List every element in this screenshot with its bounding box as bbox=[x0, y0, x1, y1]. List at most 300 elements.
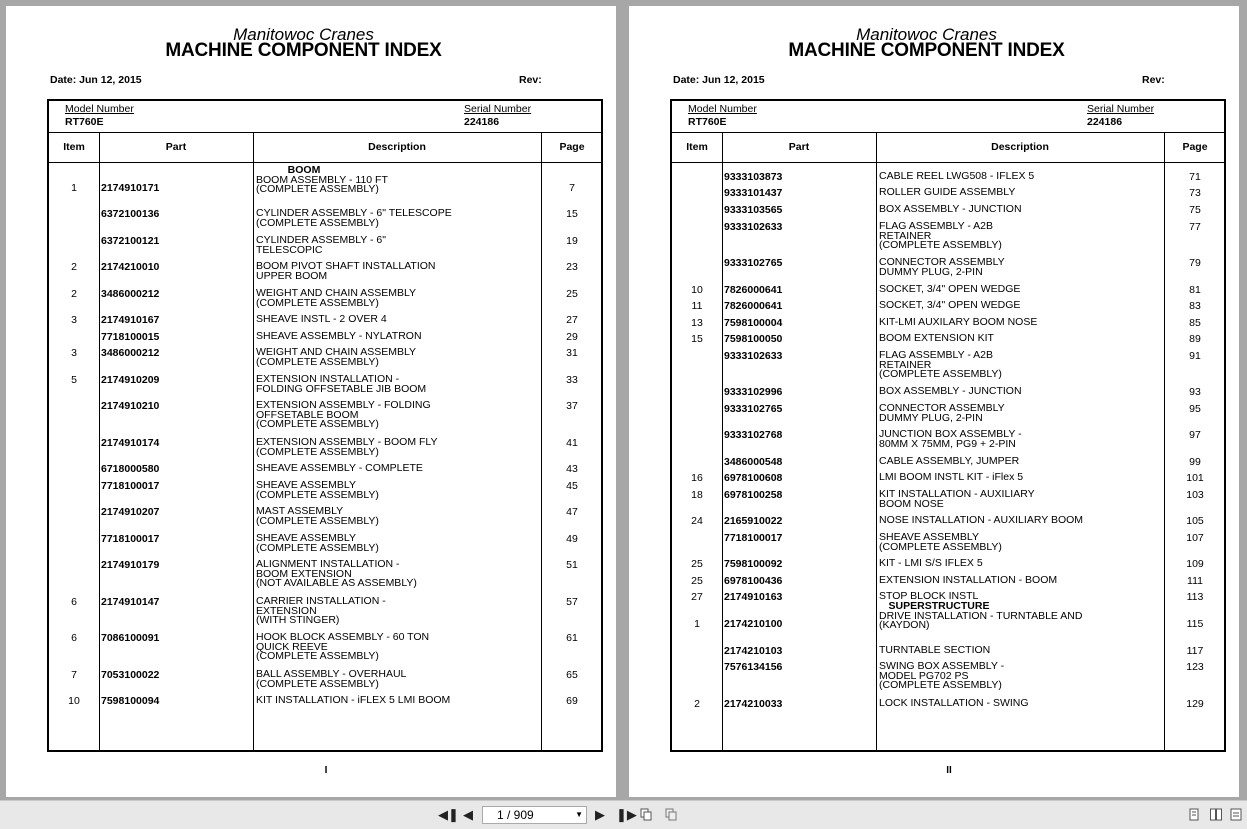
description-line: SHEAVE INSTL - 2 OVER 4 bbox=[256, 313, 387, 325]
part-description bbox=[256, 166, 536, 195]
serial-number-label: Serial Number bbox=[1087, 103, 1155, 115]
copy-icon[interactable] bbox=[640, 808, 652, 821]
part-number: 7826000641 bbox=[724, 300, 783, 312]
page-indicator: 1 / 909 bbox=[497, 808, 534, 822]
item-number: 13 bbox=[691, 317, 703, 329]
part-number: 7086100091 bbox=[101, 632, 160, 644]
pages-icon[interactable] bbox=[665, 808, 677, 821]
page-reference[interactable]: 95 bbox=[1189, 403, 1201, 415]
serial-number-value: 224186 bbox=[464, 116, 500, 128]
item-number: 2 bbox=[71, 288, 77, 300]
part-number: 9333102996 bbox=[724, 386, 783, 398]
page-right bbox=[629, 6, 1239, 797]
model-number-value: RT760E bbox=[65, 116, 104, 128]
description-line: (COMPLETE ASSEMBLY) bbox=[256, 183, 379, 195]
table-row bbox=[672, 456, 1224, 470]
document-view-icon[interactable] bbox=[1230, 808, 1242, 821]
part-number: 2165910022 bbox=[724, 515, 783, 527]
index-table bbox=[47, 99, 603, 752]
part-description bbox=[256, 633, 536, 662]
column-header-item: Item bbox=[686, 141, 708, 153]
part-description bbox=[879, 258, 1159, 277]
description-line: SHEAVE ASSEMBLY bbox=[256, 532, 356, 544]
description-line: NOSE INSTALLATION - AUXILIARY BOOM bbox=[879, 514, 1084, 526]
part-description bbox=[879, 457, 1159, 467]
part-number: 9333103565 bbox=[724, 204, 783, 216]
description-line: RETAINER bbox=[879, 229, 932, 242]
page-reference[interactable]: 37 bbox=[566, 400, 578, 412]
table-row bbox=[49, 399, 601, 430]
part-description bbox=[879, 490, 1159, 509]
page-reference[interactable]: 69 bbox=[566, 695, 578, 707]
table-rows bbox=[49, 101, 601, 750]
page-reference[interactable]: 109 bbox=[1186, 558, 1204, 570]
rev-label: Rev: bbox=[519, 74, 542, 86]
description-line: (COMPLETE ASSEMBLY) bbox=[256, 541, 379, 554]
item-number: 7 bbox=[71, 669, 77, 681]
table-row bbox=[672, 300, 1224, 314]
table-rows bbox=[672, 101, 1224, 750]
item-number: 3 bbox=[71, 347, 77, 359]
item-number: 27 bbox=[691, 591, 703, 603]
description-line: CONNECTOR ASSEMBLY bbox=[879, 402, 1005, 414]
description-line: KIT-LMI AUXILARY BOOM NOSE bbox=[879, 316, 1038, 328]
table-row bbox=[49, 207, 601, 229]
part-number: 2174910147 bbox=[101, 596, 160, 608]
description-line: CYLINDER ASSEMBLY - 6" bbox=[256, 234, 386, 246]
page-reference[interactable]: 29 bbox=[566, 331, 578, 343]
page-footer-number: I bbox=[324, 765, 328, 776]
table-row bbox=[672, 472, 1224, 486]
part-description bbox=[879, 533, 1159, 552]
table-row bbox=[49, 346, 601, 368]
index-table bbox=[670, 99, 1226, 752]
description-line: RETAINER bbox=[879, 358, 932, 371]
part-number: 7598100094 bbox=[101, 695, 160, 707]
document-title: MACHINE COMPONENT INDEX bbox=[788, 40, 1065, 61]
part-number: 2174910171 bbox=[101, 182, 160, 194]
page-reference[interactable]: 83 bbox=[1189, 300, 1201, 312]
description-line: (COMPLETE ASSEMBLY) bbox=[256, 514, 379, 527]
part-description bbox=[256, 375, 536, 394]
description-line: (NOT AVAILABLE AS ASSEMBLY) bbox=[256, 577, 417, 589]
item-number: 25 bbox=[691, 575, 703, 587]
part-number: 9333102633 bbox=[724, 221, 783, 233]
part-number: 9333101437 bbox=[724, 187, 783, 199]
table-row bbox=[49, 631, 601, 662]
item-number: 6 bbox=[71, 596, 77, 608]
page-reference[interactable]: 81 bbox=[1189, 284, 1201, 296]
part-number: 6372100136 bbox=[101, 208, 160, 220]
description-line: (COMPLETE ASSEMBLY) bbox=[879, 679, 1002, 691]
table-row bbox=[49, 260, 601, 282]
page-reference[interactable]: 123 bbox=[1186, 661, 1204, 673]
page-reference[interactable]: 41 bbox=[566, 437, 578, 449]
page-reference[interactable]: 19 bbox=[566, 235, 578, 247]
part-number: 2174210100 bbox=[724, 618, 783, 630]
table-row bbox=[49, 314, 601, 328]
item-number: 6 bbox=[71, 632, 77, 644]
part-description bbox=[879, 334, 1159, 344]
part-number: 9333102765 bbox=[724, 403, 783, 415]
part-description bbox=[879, 301, 1159, 311]
part-number: 6978100258 bbox=[724, 489, 783, 501]
description-line: (COMPLETE ASSEMBLY) bbox=[256, 677, 379, 690]
brand-title: Manitowoc Cranes bbox=[856, 25, 997, 44]
page-reference[interactable]: 31 bbox=[566, 347, 578, 359]
part-description bbox=[256, 332, 536, 342]
page-reference[interactable]: 7 bbox=[569, 182, 575, 194]
part-number: 7718100017 bbox=[724, 532, 783, 544]
part-number: 6372100121 bbox=[101, 235, 160, 247]
page-reference[interactable]: 27 bbox=[566, 314, 578, 326]
description-line: CABLE REEL LWG508 - IFLEX 5 bbox=[879, 170, 1035, 182]
column-header-description: Description bbox=[991, 141, 1049, 153]
table-row bbox=[672, 284, 1224, 298]
date-label: Date: Jun 12, 2015 bbox=[673, 74, 765, 86]
table-row bbox=[672, 488, 1224, 510]
item-number: 18 bbox=[691, 489, 703, 501]
table-row bbox=[672, 660, 1224, 691]
table-row bbox=[49, 164, 601, 196]
part-description bbox=[879, 662, 1159, 691]
table-row bbox=[49, 436, 601, 458]
part-number: 2174210033 bbox=[724, 698, 783, 710]
chevron-down-icon: ▼ bbox=[575, 810, 583, 819]
description-line: QUICK REEVE bbox=[256, 640, 328, 653]
description-line: BOOM EXTENSION bbox=[256, 567, 352, 580]
description-line: KIT INSTALLATION - AUXILIARY bbox=[879, 488, 1035, 500]
description-line: SOCKET, 3/4" OPEN WEDGE bbox=[879, 283, 1021, 295]
table-row bbox=[672, 317, 1224, 331]
table-row bbox=[672, 575, 1224, 589]
description-line: JUNCTION BOX ASSEMBLY - bbox=[879, 428, 1022, 440]
part-description bbox=[879, 387, 1159, 397]
description-line: SOCKET, 3/4" OPEN WEDGE bbox=[879, 299, 1021, 311]
description-line: EXTENSION INSTALLATION - BOOM bbox=[879, 574, 1058, 586]
description-line: (COMPLETE ASSEMBLY) bbox=[256, 650, 379, 662]
description-line: OFFSETABLE BOOM bbox=[256, 408, 359, 421]
serial-number-value: 224186 bbox=[1087, 116, 1123, 128]
part-description bbox=[879, 285, 1159, 295]
page-reference[interactable]: 47 bbox=[566, 506, 578, 518]
rev-label: Rev: bbox=[1142, 74, 1165, 86]
item-number: 1 bbox=[694, 618, 700, 630]
part-number: 2174210103 bbox=[724, 645, 783, 657]
table-row bbox=[49, 331, 601, 345]
table-row bbox=[672, 171, 1224, 185]
item-number: 16 bbox=[691, 472, 703, 484]
description-line: UPPER BOOM bbox=[256, 269, 328, 282]
part-description bbox=[256, 262, 536, 281]
table-row bbox=[49, 558, 601, 589]
brand-title: Manitowoc Cranes bbox=[233, 25, 374, 44]
item-number: 5 bbox=[71, 374, 77, 386]
table-row bbox=[49, 287, 601, 309]
description-line: (COMPLETE ASSEMBLY) bbox=[256, 488, 379, 501]
page-reference[interactable]: 99 bbox=[1189, 456, 1201, 468]
page-reference[interactable]: 33 bbox=[566, 374, 578, 386]
table-row bbox=[49, 532, 601, 554]
page-reference[interactable]: 73 bbox=[1189, 187, 1201, 199]
table-row bbox=[672, 402, 1224, 424]
description-line: BOOM EXTENSION KIT bbox=[879, 332, 994, 344]
page-reference[interactable]: 91 bbox=[1189, 350, 1201, 362]
page-reference[interactable]: 75 bbox=[1189, 204, 1201, 216]
table-row bbox=[672, 698, 1224, 712]
description-line: BOX ASSEMBLY - JUNCTION bbox=[879, 203, 1022, 215]
item-number: 2 bbox=[71, 261, 77, 273]
part-description bbox=[256, 534, 536, 553]
part-description bbox=[256, 348, 536, 367]
column-header-description: Description bbox=[368, 141, 426, 153]
page-reference[interactable]: 93 bbox=[1189, 386, 1201, 398]
description-line: (COMPLETE ASSEMBLY) bbox=[256, 445, 379, 458]
column-header-part: Part bbox=[788, 141, 810, 153]
page-reference[interactable]: 45 bbox=[566, 480, 578, 492]
description-line: STOP BLOCK INSTL bbox=[879, 590, 979, 602]
part-description bbox=[879, 646, 1159, 656]
part-description bbox=[879, 351, 1159, 380]
table-row bbox=[49, 668, 601, 690]
page-reference[interactable]: 79 bbox=[1189, 257, 1201, 269]
table-row bbox=[672, 428, 1224, 450]
part-description bbox=[256, 209, 536, 228]
description-line: DRIVE INSTALLATION - TURNTABLE AND bbox=[879, 609, 1083, 622]
description-line: (WITH STINGER) bbox=[256, 614, 340, 626]
page-reference[interactable]: 97 bbox=[1189, 429, 1201, 441]
next-page-icon[interactable]: ▶ bbox=[595, 807, 605, 822]
description-line: LMI BOOM INSTL KIT - iFlex 5 bbox=[879, 471, 1024, 483]
table-row bbox=[672, 220, 1224, 251]
part-number: 7598100050 bbox=[724, 333, 783, 345]
item-number: 15 bbox=[691, 333, 703, 345]
part-number: 7718100017 bbox=[101, 480, 160, 492]
page-reference[interactable]: 111 bbox=[1187, 575, 1203, 587]
part-description bbox=[879, 430, 1159, 449]
part-number: 6978100608 bbox=[724, 472, 783, 484]
part-description bbox=[879, 699, 1159, 709]
description-line: BALL ASSEMBLY - OVERHAUL bbox=[256, 668, 407, 680]
description-line: MAST ASSEMBLY bbox=[256, 505, 344, 517]
description-line: EXTENSION bbox=[256, 604, 317, 617]
part-number: 2174910209 bbox=[101, 374, 160, 386]
table-row bbox=[49, 479, 601, 501]
part-number: 3486000548 bbox=[724, 456, 783, 468]
date-label: Date: Jun 12, 2015 bbox=[50, 74, 142, 86]
model-number-label: Model Number bbox=[65, 103, 134, 115]
description-line: (COMPLETE ASSEMBLY) bbox=[879, 540, 1002, 553]
page-reference[interactable]: 65 bbox=[566, 669, 578, 681]
part-number: 2174910179 bbox=[101, 559, 160, 571]
part-number: 6978100436 bbox=[724, 575, 783, 587]
part-number: 2174910163 bbox=[724, 591, 783, 603]
page-reference[interactable]: 77 bbox=[1189, 221, 1201, 233]
part-description bbox=[256, 696, 536, 706]
last-page-icon[interactable]: ❚▶ bbox=[616, 807, 637, 822]
part-number: 7826000641 bbox=[724, 284, 783, 296]
description-line: (COMPLETE ASSEMBLY) bbox=[256, 296, 379, 309]
page-reference[interactable]: 51 bbox=[566, 559, 578, 571]
part-number: 9333103873 bbox=[724, 171, 783, 183]
page-reference[interactable]: 101 bbox=[1186, 472, 1204, 484]
column-header-part: Part bbox=[165, 141, 187, 153]
part-number: 9333102765 bbox=[724, 257, 783, 269]
page-number-select[interactable] bbox=[482, 806, 587, 824]
part-description bbox=[256, 670, 536, 689]
description-line: EXTENSION ASSEMBLY - FOLDING bbox=[256, 399, 431, 411]
table-row bbox=[672, 256, 1224, 278]
page-reference[interactable]: 113 bbox=[1186, 591, 1204, 603]
single-page-view-icon[interactable] bbox=[1188, 808, 1200, 821]
prev-page-icon[interactable]: ◀ bbox=[463, 807, 473, 822]
description-line: FOLDING OFFSETABLE JIB BOOM bbox=[256, 382, 427, 395]
part-number: 7598100092 bbox=[724, 558, 783, 570]
description-line: (COMPLETE ASSEMBLY) bbox=[879, 239, 1002, 251]
description-line: MODEL PG702 PS bbox=[879, 669, 969, 682]
table-row bbox=[672, 558, 1224, 572]
table-row bbox=[49, 234, 601, 256]
part-description bbox=[879, 559, 1159, 569]
table-row bbox=[49, 695, 601, 709]
part-description bbox=[879, 404, 1159, 423]
description-line: (COMPLETE ASSEMBLY) bbox=[879, 368, 1002, 380]
part-number: 2174910207 bbox=[101, 506, 160, 518]
page-reference[interactable]: 129 bbox=[1186, 698, 1204, 710]
description-line: (COMPLETE ASSEMBLY) bbox=[256, 418, 379, 430]
part-description bbox=[879, 473, 1159, 483]
description-line: SWING BOX ASSEMBLY - bbox=[879, 660, 1005, 672]
part-description bbox=[256, 481, 536, 500]
description-line: TELESCOPIC bbox=[256, 243, 323, 256]
serial-number-label: Serial Number bbox=[464, 103, 532, 115]
part-description bbox=[256, 464, 536, 474]
part-number: 2174910174 bbox=[101, 437, 160, 449]
item-number: 10 bbox=[68, 695, 80, 707]
description-line: WEIGHT AND CHAIN ASSEMBLY bbox=[256, 287, 417, 299]
description-line: ALIGNMENT INSTALLATION - bbox=[256, 558, 400, 570]
item-number: 2 bbox=[694, 698, 700, 710]
page-reference[interactable]: 105 bbox=[1186, 515, 1204, 527]
page-reference[interactable]: 71 bbox=[1189, 171, 1201, 183]
description-line: SHEAVE ASSEMBLY - COMPLETE bbox=[256, 462, 423, 474]
part-description bbox=[879, 222, 1159, 251]
page-reference[interactable]: 103 bbox=[1186, 489, 1204, 501]
table-row bbox=[672, 645, 1224, 659]
table-row bbox=[672, 600, 1224, 632]
page-reference[interactable]: 57 bbox=[566, 596, 578, 608]
description-line: TURNTABLE SECTION bbox=[879, 644, 991, 656]
part-number: 3486000212 bbox=[101, 288, 160, 300]
part-description bbox=[256, 507, 536, 526]
part-number: 7053100022 bbox=[101, 669, 160, 681]
part-number: 3486000212 bbox=[101, 347, 160, 359]
page-reference[interactable]: 115 bbox=[1186, 618, 1204, 630]
item-number: 25 bbox=[691, 558, 703, 570]
page-reference[interactable]: 25 bbox=[566, 288, 578, 300]
model-number-label: Model Number bbox=[688, 103, 757, 115]
part-description bbox=[879, 602, 1159, 631]
part-description bbox=[256, 597, 536, 626]
description-line: KIT - LMI S/S IFLEX 5 bbox=[879, 557, 983, 569]
description-line: BOX ASSEMBLY - JUNCTION bbox=[879, 385, 1022, 397]
table-row bbox=[672, 349, 1224, 380]
page-reference[interactable]: 85 bbox=[1189, 317, 1201, 329]
page-reference[interactable]: 43 bbox=[566, 463, 578, 475]
two-page-view-icon[interactable] bbox=[1210, 808, 1222, 821]
description-line: (COMPLETE ASSEMBLY) bbox=[256, 355, 379, 368]
table-row bbox=[672, 187, 1224, 201]
item-number: 3 bbox=[71, 314, 77, 326]
description-line: WEIGHT AND CHAIN ASSEMBLY bbox=[256, 346, 417, 358]
table-row bbox=[49, 463, 601, 477]
description-line: CONNECTOR ASSEMBLY bbox=[879, 256, 1005, 268]
page-reference[interactable]: 23 bbox=[566, 261, 578, 273]
description-line: SHEAVE ASSEMBLY - NYLATRON bbox=[256, 330, 422, 342]
part-description bbox=[256, 560, 536, 589]
page-reference[interactable]: 61 bbox=[566, 632, 578, 644]
part-number: 7718100015 bbox=[101, 331, 160, 343]
description-line: HOOK BLOCK ASSEMBLY - 60 TON bbox=[256, 631, 430, 643]
part-description bbox=[256, 401, 536, 430]
table-row bbox=[49, 595, 601, 626]
item-number: 24 bbox=[691, 515, 703, 527]
page-reference[interactable]: 117 bbox=[1186, 645, 1204, 657]
description-line: KIT INSTALLATION - iFLEX 5 LMI BOOM bbox=[256, 694, 451, 706]
item-number: 1 bbox=[71, 182, 77, 194]
description-line: LOCK INSTALLATION - SWING bbox=[879, 697, 1029, 709]
item-number: 11 bbox=[691, 300, 703, 312]
description-line: FLAG ASSEMBLY - A2B bbox=[879, 349, 993, 361]
part-description bbox=[879, 318, 1159, 328]
table-row bbox=[672, 386, 1224, 400]
part-description bbox=[879, 205, 1159, 215]
description-line: 80MM X 75MM, PG9 + 2-PIN bbox=[879, 437, 1016, 450]
column-header-page: Page bbox=[559, 141, 585, 153]
part-description bbox=[256, 236, 536, 255]
description-line: ROLLER GUIDE ASSEMBLY bbox=[879, 186, 1016, 198]
page-footer-number: II bbox=[946, 765, 952, 776]
item-number: 10 bbox=[691, 284, 703, 296]
part-description bbox=[256, 438, 536, 457]
table-row bbox=[49, 373, 601, 395]
table-row bbox=[672, 333, 1224, 347]
part-number: 9333102633 bbox=[724, 350, 783, 362]
description-line: (COMPLETE ASSEMBLY) bbox=[256, 216, 379, 229]
description-line: CARRIER INSTALLATION - bbox=[256, 595, 386, 607]
model-number-value: RT760E bbox=[688, 116, 727, 128]
page-reference[interactable]: 49 bbox=[566, 533, 578, 545]
description-line: BOOM PIVOT SHAFT INSTALLATION bbox=[256, 260, 436, 272]
description-line: DUMMY PLUG, 2-PIN bbox=[879, 265, 983, 278]
section-heading: BOOM bbox=[287, 164, 321, 176]
part-description bbox=[879, 576, 1159, 586]
page-reference[interactable]: 15 bbox=[566, 208, 578, 220]
page-reference[interactable]: 107 bbox=[1186, 532, 1204, 544]
description-line: (KAYDON) bbox=[879, 619, 930, 631]
description-line: BOOM ASSEMBLY - 110 FT bbox=[256, 173, 388, 186]
first-page-icon[interactable]: ◀❚ bbox=[438, 807, 459, 822]
part-number: 2174210010 bbox=[101, 261, 160, 273]
table-row bbox=[672, 515, 1224, 529]
document-title: MACHINE COMPONENT INDEX bbox=[165, 40, 442, 61]
part-number: 9333102768 bbox=[724, 429, 783, 441]
viewer-toolbar bbox=[0, 800, 1247, 829]
part-number: 6718000580 bbox=[101, 463, 160, 475]
part-number: 7718100017 bbox=[101, 533, 160, 545]
page-reference[interactable]: 89 bbox=[1189, 333, 1201, 345]
description-line: BOOM NOSE bbox=[879, 497, 944, 510]
